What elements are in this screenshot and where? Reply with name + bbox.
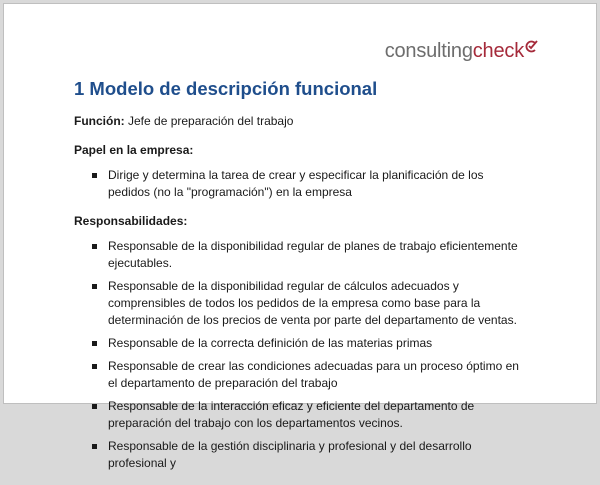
document-page: [3, 3, 597, 470]
list-item-text: Responsable de la disponibilidad regular de cálculos adecuados y comprensibles de todos los pedidos de la empresa como base para la determinación de los precios de venta por parte del departamento de ventas.: [108, 279, 517, 327]
papel-list: [74, 167, 526, 201]
bullet-icon: [92, 444, 97, 449]
logo-text-check: check: [472, 40, 524, 62]
funcion-line: [74, 114, 526, 128]
responsabilidades-list: [74, 238, 526, 472]
list-item: [74, 438, 526, 472]
bullet-icon: [92, 244, 97, 249]
list-item: [74, 335, 526, 352]
funcion-value: Jefe de preparación del trabajo: [128, 114, 294, 128]
responsabilidades-heading: Responsabilidades:: [74, 214, 188, 228]
logo-check-icon: [525, 38, 538, 54]
bullet-icon: [92, 341, 97, 346]
funcion-label: Función:: [74, 114, 125, 128]
list-item: [74, 167, 526, 201]
list-item-text: Dirige y determina la tarea de crear y especificar la planificación de los pedidos (no la "programación") en la empresa: [108, 168, 484, 199]
logo-text-consulting: consulting: [384, 40, 473, 62]
papel-heading: Papel en la empresa:: [74, 143, 194, 157]
list-item-text: Responsable de crear las condiciones adecuadas para un proceso óptimo en el departamento de preparación del trabajo: [108, 359, 519, 390]
page-title: 1 Modelo de descripción funcional: [74, 78, 378, 99]
bullet-icon: [92, 364, 97, 369]
list-item: [74, 398, 526, 432]
list-item-text: Responsable de la correcta definición de las materias primas: [108, 336, 433, 350]
document-body: [74, 78, 526, 485]
list-item-text: Responsable de la gestión disciplinaria y profesional y del desarrollo profesional y: [108, 439, 472, 470]
bullet-icon: [92, 404, 97, 409]
list-item: [74, 278, 526, 329]
list-item: [74, 238, 526, 272]
bullet-icon: [92, 173, 97, 178]
list-item-text: Responsable de la disponibilidad regular de planes de trabajo eficientemente ejecutables.: [108, 239, 518, 270]
bullet-icon: [92, 284, 97, 289]
consultingcheck-logo: [385, 40, 538, 63]
list-item-text: Responsable de la interacción eficaz y eficiente del departamento de preparación del trabajo con los departamentos vecinos.: [108, 399, 475, 430]
list-item: [74, 358, 526, 392]
